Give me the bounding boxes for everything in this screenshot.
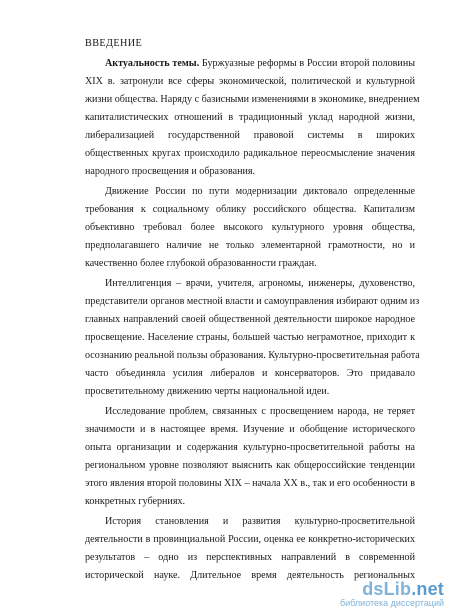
paragraph-3-line-6: часто объединяла усилия либералов и консерваторов. Это придавало [85,368,415,379]
watermark-tagline: библиотека диссертаций [339,598,444,608]
section-title: ВВЕДЕНИЕ [85,38,143,49]
paragraph-4-line-6: конкретных губерниях. [85,496,186,507]
paragraph-2-line-1: Движение России по пути модернизации диктовало определенные [105,186,415,197]
paragraph-1-line-6: общественных кругах происходило радикальное переосмысление значения [85,148,415,159]
paragraph-4-line-1: Исследование проблем, связанных с просвещением народа, не теряет [105,406,415,417]
paragraph-1-line-3: жизни общества. Наряду с базисными изменениями в экономике, внедрением [85,94,420,105]
paragraph-2-line-3: объективно требовал более высокого культурного уровня общества, [85,222,415,233]
paragraph-3-line-1: Интеллигенция – врачи, учителя, агрономы, инженеры, духовенство, [105,278,415,289]
paragraph-5-line-1: История становления и развития культурно-просветительной [105,516,415,527]
paragraph-3-line-5: осознанию реальной пользы образования. Культурно-просветительная работа [85,350,420,361]
paragraph-3-line-7: просветительному движению черты национальной идеи. [85,386,330,397]
line-text: Буржуазные реформы в России второй половины [199,58,415,69]
lead-phrase: Актуальность темы. [105,58,200,69]
paragraph-5-line-4: исторической науке. Длительное время деятельность региональных [85,570,415,581]
watermark-logo-main: dsLib [362,579,412,599]
paragraph-5-line-2: деятельности в провинциальной России, оценка ее конкретно-исторических [85,534,415,545]
paragraph-4-line-5: этого явления второй половины XIX – начала XX в., так и его особенности в [85,478,415,489]
paragraph-2-line-5: качественно более глубокой образованности граждан. [85,258,317,269]
watermark-logo [340,580,444,598]
paragraph-1-line-7: народного просвещения и образования. [85,166,256,177]
paragraph-3-line-4: просвещение. Население страны, большей частью неграмотное, приходит к [85,332,415,343]
paragraph-4-line-4: региональном уровне позволяют выяснить как общероссийские тенденции [85,460,415,471]
paragraph-2-line-4: предполагавшего наличие не только элементарной грамотности, но и [85,240,415,251]
paragraph-1-line-1 [105,58,415,70]
paragraph-3-line-3: главных направлений своей общественной деятельности широкое народное [85,314,415,325]
watermark-logo-ext: .net [411,579,444,599]
paragraph-2-line-2: требования к социальному облику российского общества. Капитализм [85,204,415,215]
paragraph-4-line-3: опыта организации и содержания культурно-просветительной работы на [85,442,415,453]
paragraph-1-line-2: XIX в. затронули все сферы экономической, политической и культурной [85,76,415,87]
paragraph-1-line-5: либерализацией государственной правовой системы в широких [85,130,415,141]
paragraph-5-line-3: результатов – одно из перспективных направлений в современной [85,552,415,563]
paragraph-3-line-2: представители органов местной власти и самоуправления избирают одним из [85,296,420,307]
watermark [340,580,444,609]
paragraph-1-line-4: капиталистических отношений в традиционный уклад народной жизни, [85,112,415,123]
paragraph-4-line-2: значимости и в настоящее время. Изучение и обобщение исторического [85,424,415,435]
